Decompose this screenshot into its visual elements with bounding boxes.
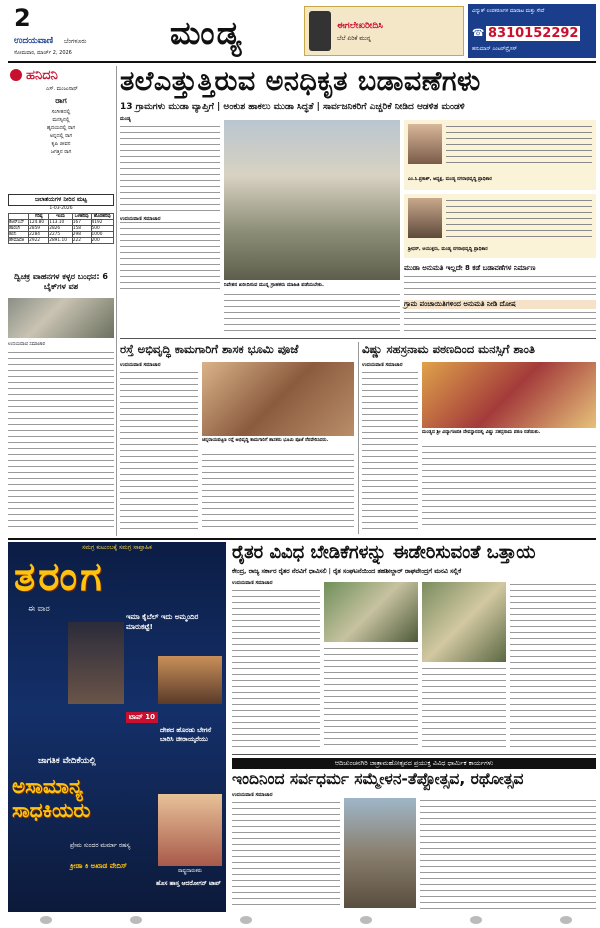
farmers-photo xyxy=(324,582,418,642)
raaga-poem xyxy=(8,108,114,156)
reservoir-table xyxy=(8,213,114,244)
quote1-name: ಎಂ.ಸಿ.ಪ್ರಕಾಶ್, ಅಧ್ಯಕ್ಷ, ಮಂಡ್ಯ ನಗರಾಭಿವೃದ್ಧಿ ಪ್ರಾಧಿಕಾರ xyxy=(408,177,492,182)
farmers-headline: ರೈತರ ವಿವಿಧ ಬೇಡಿಕೆಗಳನ್ನು ಈಡೇರಿಸುವಂತೆ ಒತ್ತಾಯ xyxy=(232,542,536,563)
quote-box-1 xyxy=(404,120,596,190)
temple-photo xyxy=(344,798,416,908)
mid-right-dateline: ಉದಯವಾಣಿ ಸಮಾಚಾರ xyxy=(362,362,403,368)
lead-body-lower xyxy=(224,292,400,334)
taranga-title: ತರಂಗ xyxy=(14,554,105,600)
table-header: ಇಂದು xyxy=(49,214,73,220)
phone-image xyxy=(309,11,331,51)
bottom-body-2 xyxy=(420,798,596,910)
reservoir-table-date: 1-03-2026 xyxy=(49,206,73,211)
table-cell: 222 xyxy=(72,238,91,244)
mid-right-headline: ವಿಷ್ಣು ಸಹಸ್ರನಾಮ ಪಠಣದಿಂದ ಮನಸ್ಸಿಗೆ ಶಾಂತಿ xyxy=(362,342,535,356)
center-ad xyxy=(304,6,464,56)
print-registration-marks xyxy=(0,914,600,926)
raaga-title: ರಾಗ xyxy=(55,96,67,105)
mid-left-body-2 xyxy=(202,452,354,530)
taranga-top10: ಟಾಪ್ 10 xyxy=(126,712,158,723)
quote-text xyxy=(446,198,592,238)
section-title: ಮಂಡ್ಯ xyxy=(170,14,244,52)
gram-body xyxy=(404,310,596,334)
table-cell: 2891.10 xyxy=(49,238,73,244)
farmers-body-2 xyxy=(324,646,418,748)
bottom-kicker: ಆದಿಚುಂಚನಗಿರಿ ಜಾತ್ರಾಮಹೋತ್ಸವದ ಪ್ರಯುಕ್ತ ವಿವಿಧ ಧಾರ್ಮಿಕ ಕಾರ್ಯಗಳು xyxy=(232,758,596,769)
farmers-dateline: ಉದಯವಾಣಿ ಸಮಾಚಾರ xyxy=(232,580,273,586)
table-cell: 2859 xyxy=(29,226,49,232)
edition: ಬೆಂಗಳೂರು xyxy=(64,38,87,45)
table-cell: 1000 xyxy=(91,232,113,238)
bottom-story xyxy=(232,758,596,914)
phone-icon: ☎ xyxy=(472,28,485,39)
table-cell: 500 xyxy=(91,226,113,232)
date: ಸೋಮವಾರ, ಮಾರ್ಚ್ 2, 2026 xyxy=(14,50,72,56)
lead-body xyxy=(120,124,220,290)
gram-headline: ಗ್ರಾಮ ಪಂಚಾಯಿತಿಗಳಿಂದ ಅನುಮತಿ ನೀಡಿ ದೋಷ xyxy=(404,300,596,309)
ad-right-phone: 8310152292 xyxy=(488,26,579,41)
reservoir-table-title: ಜಲಾಶಯಗಳ ನೀರಿನ ಮಟ್ಟ xyxy=(8,194,114,206)
mid-right-story xyxy=(362,342,596,534)
lead-subheadline: 13 ಗ್ರಾಮಗಳು ಮುಡಾ ವ್ಯಾಪ್ತಿಗೆ | ಅಂಕುಶ ಹಾಕಲು ಮುಡಾ ಸಿದ್ಧತೆ | ಸಾರ್ವಜನಿಕರಿಗೆ ಎಚ್ಚರಿಕೆ ನೀಡಿದ ಆಡಳಿತ ಮಂಡಳಿ xyxy=(120,102,465,112)
muda-body xyxy=(404,274,596,296)
farmers-body-1 xyxy=(232,588,320,748)
taranga-item3: ಜಾಗತಿಕ ವೇದಿಕೆಯಲ್ಲಿ xyxy=(38,756,96,766)
farmers-photo-2 xyxy=(422,582,506,662)
poem-line: ಅನ್ನದಲ್ಲಿ ರಾಗ xyxy=(49,133,73,139)
lead-dateline: ಮಂಡ್ಯ xyxy=(120,116,131,122)
sidebar-body-filler xyxy=(8,350,114,530)
commissioner-photo xyxy=(408,198,442,238)
mid-right-body-2 xyxy=(422,444,596,530)
table-cell: 298 xyxy=(72,232,91,238)
table-cell: ಕಬಿನಿ xyxy=(9,232,29,238)
table-header: ಒಳಹರಿವು xyxy=(72,214,91,220)
lead-photo xyxy=(224,120,400,280)
mid-right-caption: ಮಂಡ್ಯದ ಶ್ರೀ ವಿದ್ಯಾಗಣಪತಿ ದೇವಸ್ಥಾನದಲ್ಲಿ ವಿಷ್ಣು ಸಹಸ್ರನಾಮ ಪಠಣ ನಡೆಯಿತು. xyxy=(422,430,541,435)
farmers-body-3 xyxy=(422,666,506,748)
table-cell: 2826 xyxy=(49,226,73,232)
cover-women-photo xyxy=(158,794,222,866)
lead-headline: ತಲೆಎತ್ತುತ್ತಿರುವ ಅನಧಿಕೃತ ಬಡಾವಣೆಗಳು xyxy=(120,66,481,97)
table-cell: 158 xyxy=(72,226,91,232)
ad-center-title: ಈಗಲೇಖರೀದಿಸಿ xyxy=(337,21,383,31)
mid-right-body xyxy=(362,370,418,530)
paper-name: ಉದಯವಾಣಿ xyxy=(14,36,54,46)
mid-left-headline: ರಸ್ತೆ ಅಭಿವೃದ್ಧಿ ಕಾಮಗಾರಿಗೆ ಶಾಸಕ ಭೂಮಿ ಪೂಜೆ xyxy=(120,342,299,356)
taranga-item6: ರಾಷ್ಟ್ರದಾರುಕರು xyxy=(177,868,203,874)
table-cell: 167 xyxy=(72,220,91,226)
poem-line: ಕೃಷಿ ಜೀವನ xyxy=(51,141,71,147)
mid-right-photo xyxy=(422,362,596,428)
ad-right-brand: ಹನುಮಾನ್ ಎಂಟರ್‌ಪ್ರೈಸಸ್ xyxy=(472,46,517,52)
lead-story xyxy=(120,66,596,336)
lead-subhead: ಉದಯವಾಣಿ ಸಮಾಚಾರ xyxy=(120,216,220,222)
table-cell: 2275 xyxy=(49,232,73,238)
taranga-tagline: ಸಮಗ್ರ ಕುಟುಂಬಕ್ಕೆ ಸಮಗ್ರ ಸಾಪ್ತಾಹಿಕ xyxy=(82,544,152,551)
taranga-item4: ಪ್ರೇಮ ಸುಂದರ ಮರ್ಮಾ ರಹಸ್ಯ xyxy=(70,842,131,849)
table-header: ಹೊರಹರಿವು xyxy=(91,214,113,220)
quote-text xyxy=(446,124,592,168)
poem-line: ಜಗತ್ತಿನ ರಾಗ xyxy=(50,149,72,155)
table-cell: 124.80 xyxy=(29,220,49,226)
lead-photo-caption: ನಿವೇಶನ ಖರೀದಿಸುವ ಮುನ್ನ ಗ್ರಾಹಕರು ಮಾಹಿತಿ ಪಡೆಯಬೇಕು. xyxy=(224,282,324,288)
table-cell: 200 xyxy=(91,238,113,244)
mid-left-body xyxy=(120,370,198,530)
masthead xyxy=(0,0,600,62)
bikes-photo xyxy=(8,298,114,338)
taranga-item2: ದೇಶದ ಹೊರಡು ಬೇಗನೆ ಬಾರಿಸಿ ಚೀರಾಯ್ಕರೆಯು xyxy=(160,726,212,743)
bottom-dateline: ಉದಯವಾಣಿ ಸಮಾಚಾರ xyxy=(232,792,273,798)
poem-line: ಹೃದಯದಲ್ಲಿ ರಾಗ xyxy=(46,125,76,131)
column-logo: ಹನಿದನಿ xyxy=(26,68,58,83)
mp-photo xyxy=(408,124,442,164)
table-cell: ಹಾರಂಗಿ xyxy=(9,226,29,232)
quote-box-2 xyxy=(404,194,596,258)
mid-left-caption: ಚನ್ನರಾಯಪಟ್ಟಣ ರಸ್ತೆ ಅಭಿವೃದ್ಧಿ ಕಾಮಗಾರಿಗೆ ಶಾಸಕರು ಭೂಮಿ ಪೂಜೆ ನೆರವೇರಿಸಿದರು. xyxy=(202,438,329,443)
mid-left-photo xyxy=(202,362,354,436)
table-row xyxy=(9,238,114,244)
bottom-headline: ಇಂದಿನಿಂದ ಸರ್ವಧರ್ಮ ಸಮ್ಮೇಳನ-ತೆಪ್ಪೋತ್ಸವ, ರಥೋತ್ಸವ xyxy=(232,770,524,788)
column-byline: ಎಸ್. ಮಂಜುನಾಥ್ xyxy=(46,86,78,92)
muda-headline: ಮುಡಾ ಅನುಮತಿ ಇಲ್ಲದೇ 8 ಕಡೆ ಬಡಾವಣೆಗಳ ನಿರ್ಮಾಣ xyxy=(404,264,536,272)
table-header: ಗರಿಷ್ಠ xyxy=(29,214,49,220)
quote2-name: ಶ್ರೀಧರ್, ಆಯುಕ್ತರು, ಮಂಡ್ಯ ನಗರಾಭಿವೃದ್ಧಿ ಪ್ರಾಧಿಕಾರ xyxy=(408,247,488,252)
bottom-body-1 xyxy=(232,800,340,910)
sidebar-news-headline: ದ್ವಿಚಕ್ರ ವಾಹನಗಳ ಕಳ್ಳರ ಬಂಧನ: 6 ಬೈಕ್‌ಗಳ ವಶ xyxy=(14,272,108,291)
honey-icon xyxy=(10,69,22,81)
table-cell: ಕೆಆರ್‌ಎಸ್ xyxy=(9,220,29,226)
mid-left-story xyxy=(120,342,356,534)
page-number: 2 xyxy=(14,4,31,32)
ad-right-text: ವಿದ್ಯುತ್ ಉಪಕರಣಗಳ ಮಾರಾಟ ಮತ್ತು ಸೇವೆ xyxy=(472,8,545,14)
farmers-story xyxy=(232,542,596,752)
taranga-item1: ಇಮಾ ಕೈಬೆಲ್ ಇದು ಅಮ್ಮಂದಿರ ಮಾರುಕಟ್ಟೆ! xyxy=(126,613,199,631)
taranga-item7: ಹೊಸ ಹಾಸ್ತ ಆದರೋಗನ್ ಟಾಪ್ xyxy=(156,880,221,887)
farmers-subheadline: ಕೇಂದ್ರ, ರಾಜ್ಯ ಸರ್ಕಾರ ರೈತರ ನೆರವಿಗೆ ಧಾವಿಸಲಿ | ರೈತ ಸಂಘಟನೆಯಿಂದ ತಹಶೀಲ್ದಾರ್ ರಾಘವೇಂದ್ರಗೆ ಮನವಿ ಸಲ್ಲಿಕೆ xyxy=(232,568,462,575)
cover-family-photo xyxy=(158,656,222,704)
table-cell: 113.10 xyxy=(49,220,73,226)
table-cell: 4192 xyxy=(91,220,113,226)
table-cell: ಹೇಮಾವತಿ xyxy=(9,238,29,244)
farmers-body-4 xyxy=(510,582,596,748)
sidebar xyxy=(8,66,114,536)
taranga-item5: ಕ್ರೀಡಾ ಕಿ ಅಖಾಡ ವೇದಿಸ್ xyxy=(70,862,128,870)
cover-model-photo xyxy=(68,622,124,704)
taranga-cover-big: ಅಸಾಮಾನ್ಯ ಸಾಧಕಿಯರು xyxy=(12,774,91,822)
taranga-ad xyxy=(8,542,226,912)
right-ad xyxy=(468,4,596,58)
taranga-issue: ಈ ವಾರ xyxy=(28,604,50,613)
sidebar-body-text: ಉದಯವಾಣಿ ಸಮಾಚಾರ xyxy=(8,342,46,347)
table-cell: 2922 xyxy=(29,238,49,244)
poem-line: ಮನಸ್ಸಿನಲ್ಲಿ xyxy=(52,117,70,123)
mid-left-dateline: ಉದಯವಾಣಿ ಸಮಾಚಾರ xyxy=(120,362,161,368)
table-cell: 2284 xyxy=(29,232,49,238)
poem-line: ಸಂಗೀತದಲ್ಲಿ xyxy=(51,109,71,115)
ad-center-sub: ಬೆಲೆ ಏರಿಕೆ ಮುನ್ನ xyxy=(337,35,372,42)
